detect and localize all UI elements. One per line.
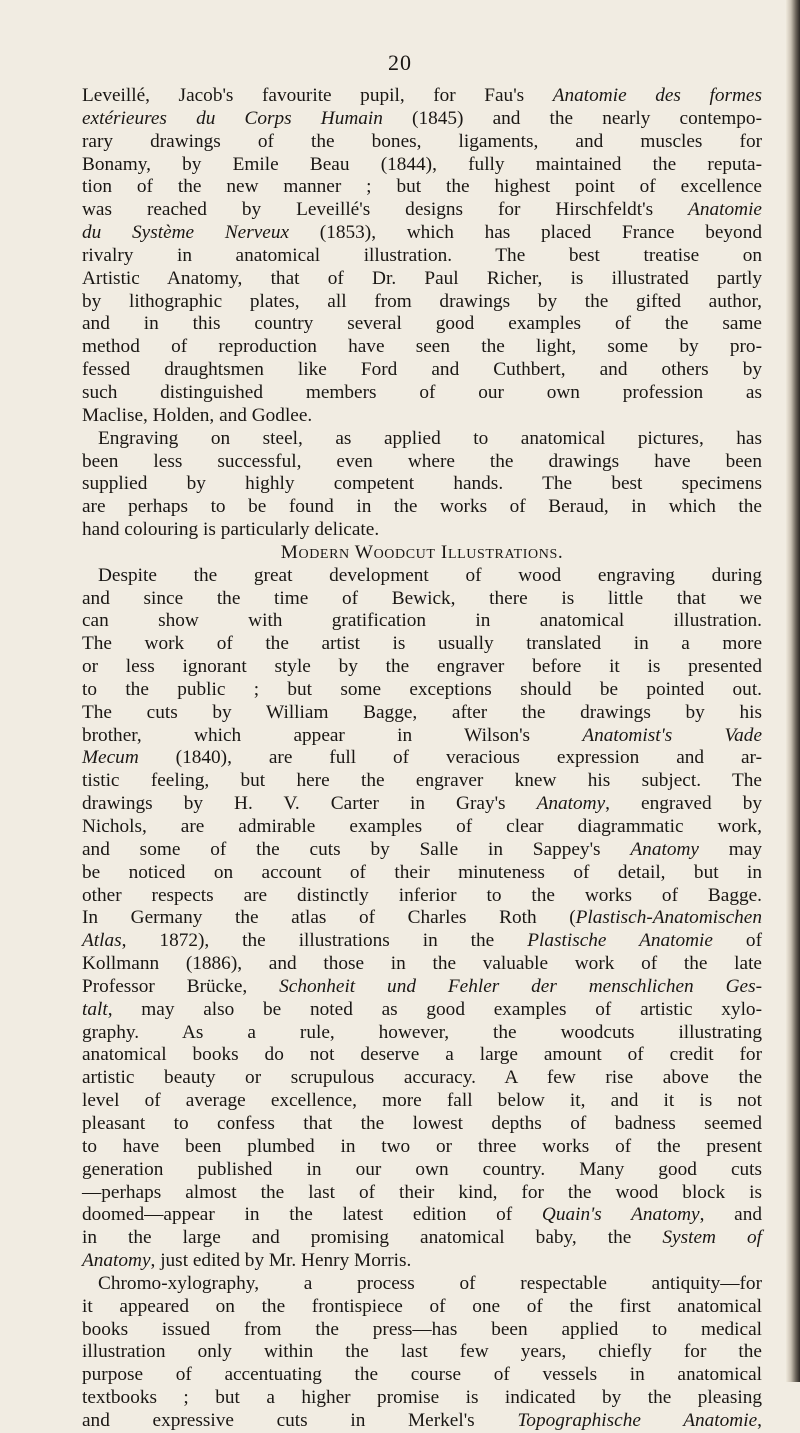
text-line (82, 1159, 762, 1182)
text-run: Professor Brücke, (82, 975, 280, 997)
text-run: The work of the artist is usually translated in a more (82, 633, 762, 655)
text-line (82, 131, 762, 154)
text-run: to have been plumbed in two or three works of the present (82, 1135, 762, 1157)
text-run: it appeared on the frontispiece of one of the first anatomical (82, 1295, 762, 1317)
body-text (82, 85, 762, 1433)
text-run: The cuts by William Bagge, after the drawings by his (82, 701, 762, 723)
text-run: Artistic Anatomy, that of Dr. Paul Richer, is illustrated partly (82, 267, 762, 289)
italic-title: Anatomy (630, 838, 699, 860)
page-number: 20 (388, 50, 412, 75)
text-line (82, 633, 762, 656)
italic-title: Plastische Anatomie (527, 930, 713, 952)
text-run: Nichols, are admirable examples of clear diagrammatic work, (82, 816, 762, 837)
text-run: and expressive cuts in Merkel's (82, 1409, 518, 1431)
italic-title: talt (82, 998, 108, 1020)
text-line (82, 222, 762, 245)
text-run: , may also be noted as good examples of artistic xylo- (107, 998, 762, 1020)
text-run: , (757, 1409, 762, 1431)
text-line (82, 953, 762, 976)
text-run: , engraved by (605, 793, 762, 815)
text-run: graphy. As a rule, however, the woodcuts illustrating (82, 1021, 762, 1043)
text-run: Engraving on steel, as applied to anatomical pictures, has (98, 427, 762, 449)
text-line (82, 816, 762, 839)
italic-title: Schonheit und Fehler der menschlichen Ges- (279, 975, 762, 997)
text-line (82, 245, 762, 268)
text-run: , and (699, 1204, 762, 1226)
text-line (82, 1387, 762, 1410)
text-line (82, 154, 762, 177)
text-line (82, 313, 762, 336)
text-line (82, 1296, 762, 1319)
text-run: Kollmann (1886), and those in the valuable work of the late (82, 953, 762, 975)
text-run: , 1872), the illustrations in the (121, 930, 528, 952)
text-run: , just edited by Mr. Henry Morris. (150, 1250, 412, 1272)
italic-title: Anatomie des formes (552, 85, 762, 106)
text-run: Chromo-xylography, a process of respectable antiquity—for (98, 1272, 762, 1294)
text-line (82, 473, 762, 496)
text-run: Despite the great development of wood engraving during (98, 564, 762, 586)
text-line (82, 839, 762, 862)
text-line (82, 976, 762, 999)
text-line (82, 725, 762, 748)
text-line (82, 588, 762, 611)
text-run: —perhaps almost the last of their kind, for the wood block is (82, 1181, 762, 1203)
text-run: are perhaps to be found in the works of Beraud, in which the (82, 496, 762, 518)
italic-title: Anatomie (688, 199, 762, 221)
text-line (82, 496, 762, 519)
text-line (82, 428, 762, 451)
text-run: In Germany the atlas of Charles Roth ( (82, 907, 576, 929)
italic-title: Anatomy (536, 793, 606, 815)
text-run: tion of the new manner ; but the highest point of excellence (82, 176, 762, 198)
italic-title: Atlas (82, 930, 122, 952)
text-line (82, 1136, 762, 1159)
text-line (82, 656, 762, 679)
italic-title: Plastisch-Anatomischen (575, 907, 762, 929)
text-run: doomed—appear in the latest edition of (82, 1204, 542, 1226)
text-line (82, 1410, 762, 1433)
text-run: rary drawings of the bones, ligaments, and muscles for (82, 130, 762, 152)
text-line (82, 199, 762, 222)
text-line (82, 679, 762, 702)
text-line (82, 930, 762, 953)
text-line (82, 907, 762, 930)
text-run: generation published in our own country. Many good cuts (82, 1158, 762, 1180)
text-line (82, 702, 762, 725)
text-run: (1845) and the nearly contempo- (382, 107, 762, 129)
text-line (82, 565, 762, 588)
text-run: may (698, 838, 762, 860)
text-run: other respects are distinctly inferior to the works of Bagge. (82, 884, 762, 906)
italic-title: Anatomy (82, 1250, 151, 1272)
text-line (82, 451, 762, 474)
text-line (82, 1250, 762, 1273)
text-run: pleasant to confess that the lowest depths of badness seemed (82, 1112, 762, 1134)
text-run: artistic beauty or scrupulous accuracy. A few rise above the (82, 1067, 762, 1089)
text-line (82, 1273, 762, 1296)
text-run: was reached by Leveillé's designs for Hirschfeldt's (82, 199, 689, 221)
text-line (82, 1319, 762, 1342)
text-run: Bonamy, by Emile Beau (1844), fully maintained the reputa- (82, 153, 762, 175)
text-run: method of reproduction have seen the light, some by pro- (82, 336, 762, 358)
text-line (82, 862, 762, 885)
text-run: fessed draughtsmen like Ford and Cuthbert, and others by (82, 359, 762, 381)
text-line (82, 85, 762, 108)
text-line (82, 1182, 762, 1205)
text-run: illustration only within the last few years, chiefly for the (82, 1341, 762, 1363)
text-run: Maclise, Holden, and Godlee. (82, 404, 313, 426)
text-run: books issued from the press—has been applied to medical (82, 1318, 762, 1340)
text-run: purpose of accentuating the course of vessels in anatomical (82, 1364, 762, 1386)
text-run: can show with gratification in anatomical illustration. (82, 610, 762, 632)
text-line (82, 291, 762, 314)
text-run: or less ignorant style by the engraver before it is presented (82, 656, 762, 678)
text-run: (1853), which has placed France beyond (289, 222, 762, 244)
text-run: tistic feeling, but here the engraver knew his subject. The (82, 770, 762, 792)
italic-title: Anatomist's Vade (582, 724, 762, 746)
text-run: rivalry in anatomical illustration. The best treatise on (82, 244, 762, 266)
text-line (82, 1044, 762, 1067)
italic-title: Topographische Anatomie (517, 1409, 758, 1431)
text-line (82, 1204, 762, 1227)
text-run: drawings by H. V. Carter in Gray's (82, 793, 537, 815)
text-line (82, 770, 762, 793)
text-line (82, 382, 762, 405)
italic-title: Mecum (82, 747, 139, 769)
text-run: to the public ; but some exceptions should be pointed out. (82, 678, 762, 700)
text-run: such distinguished members of our own profession as (82, 381, 762, 403)
text-run: be noticed on account of their minuteness of detail, but in (82, 861, 762, 883)
text-line (82, 747, 762, 770)
italic-title: extérieures du Corps Humain (82, 107, 383, 129)
text-line (82, 268, 762, 291)
text-line (82, 336, 762, 359)
italic-title: du Système Nerveux (82, 222, 290, 244)
text-line (82, 1022, 762, 1045)
text-line (82, 1227, 762, 1250)
text-run: of (712, 930, 762, 952)
text-run: anatomical books do not deserve a large amount of credit for (82, 1044, 762, 1066)
text-line (82, 610, 762, 633)
text-line (82, 108, 762, 131)
text-run: (1840), are full of veracious expression and ar- (138, 747, 762, 769)
text-line (82, 999, 762, 1022)
text-run: brother, which appear in Wilson's (82, 724, 583, 746)
text-line (82, 359, 762, 382)
text-line (82, 1113, 762, 1136)
text-run: by lithographic plates, all from drawings by the gifted author, (82, 290, 762, 312)
page-edge-shadow (786, 0, 800, 1382)
text-run: been less successful, even where the drawings have been (82, 450, 762, 472)
text-line (82, 793, 762, 816)
text-line (82, 1067, 762, 1090)
italic-title: System of (662, 1227, 762, 1249)
text-run: supplied by highly competent hands. The best specimens (82, 473, 762, 495)
text-line (82, 519, 762, 542)
text-run: in the large and promising anatomical baby, the (82, 1227, 663, 1249)
italic-title: Quain's Anatomy (541, 1204, 700, 1226)
text-line (82, 1090, 762, 1113)
section-heading: Modern Woodcut Illustrations. (280, 541, 564, 563)
text-line (82, 1341, 762, 1364)
text-line (82, 405, 762, 428)
text-run: and in this country several good examples of the same (82, 313, 762, 335)
text-run: and since the time of Bewick, there is little that we (82, 587, 762, 609)
text-run: and some of the cuts by Salle in Sappey's (82, 838, 631, 860)
text-run: textbooks ; but a higher promise is indicated by the pleasing (82, 1387, 762, 1409)
text-line (82, 176, 762, 199)
text-line (82, 1364, 762, 1387)
text-run: level of average excellence, more fall below it, and it is not (82, 1090, 762, 1112)
text-line (82, 885, 762, 908)
text-run: hand colouring is particularly delicate. (82, 519, 380, 541)
text-run: Leveillé, Jacob's favourite pupil, for Fau's (82, 85, 553, 106)
